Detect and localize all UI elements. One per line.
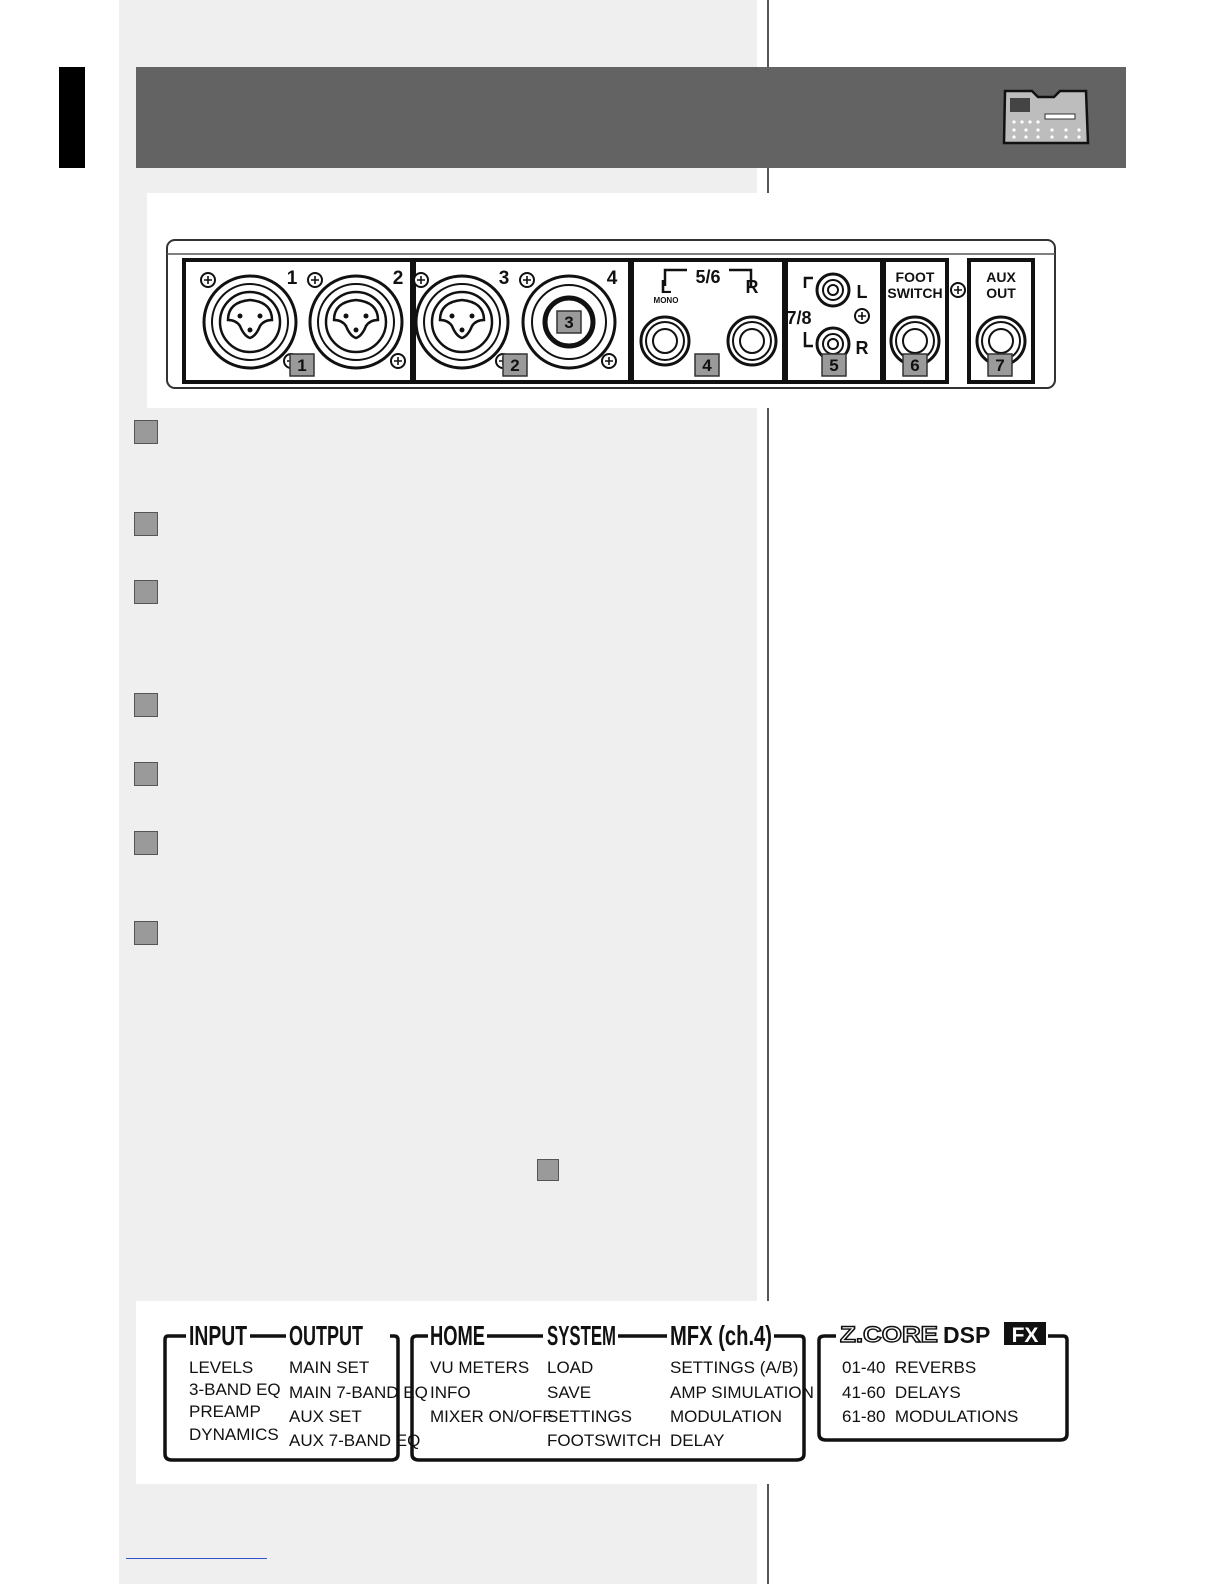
paragraph-marker-6 bbox=[134, 831, 158, 855]
paragraph-marker-2 bbox=[134, 512, 158, 536]
mixer-device-icon bbox=[1002, 88, 1090, 146]
menu-title-input: INPUT bbox=[189, 1320, 247, 1351]
foot-switch-label-line2: SWITCH bbox=[887, 285, 943, 301]
line-in-jack-left bbox=[641, 317, 689, 365]
xlr-combo-jack-1 bbox=[204, 276, 296, 368]
callout-3: 3 bbox=[564, 313, 574, 332]
paragraph-marker-4 bbox=[134, 693, 158, 717]
paragraph-marker-7 bbox=[134, 921, 158, 945]
rca-jack-left bbox=[817, 274, 849, 306]
paragraph-marker-5 bbox=[134, 762, 158, 786]
callout-5: 5 bbox=[829, 356, 839, 375]
system-item-load: LOAD bbox=[547, 1358, 594, 1377]
menu-title-system: SYSTEM bbox=[547, 1320, 616, 1351]
callout-6: 6 bbox=[910, 356, 920, 375]
section-header-bar bbox=[136, 67, 1126, 168]
xlr-combo-jack-3 bbox=[416, 276, 508, 368]
channel-number-3: 3 bbox=[498, 268, 510, 289]
system-item-settings: SETTINGS bbox=[547, 1407, 633, 1426]
rear-panel-diagram bbox=[165, 238, 1060, 393]
menu-map bbox=[160, 1314, 1075, 1474]
system-item-footswitch: FOOTSWITCH bbox=[547, 1431, 662, 1450]
output-item-main-set: MAIN SET bbox=[289, 1358, 370, 1377]
mfx-item-delay: DELAY bbox=[670, 1431, 725, 1450]
rca-left-label: L bbox=[856, 282, 868, 302]
home-item-mixer: MIXER ON/OFF bbox=[430, 1407, 553, 1426]
system-item-save: SAVE bbox=[547, 1383, 592, 1402]
menu-title-home: HOME bbox=[430, 1320, 485, 1351]
mfx-item-settings: SETTINGS (A/B) bbox=[670, 1358, 799, 1377]
home-item-info: INFO bbox=[430, 1383, 471, 1402]
footer-link-underline bbox=[126, 1558, 267, 1559]
line-in-mono-label: MONO bbox=[653, 296, 679, 305]
output-item-aux-set: AUX SET bbox=[289, 1407, 362, 1426]
callout-4: 4 bbox=[702, 356, 712, 375]
line-in-right-label: R bbox=[745, 277, 759, 297]
line-in-jack-right bbox=[728, 317, 776, 365]
paragraph-marker-3 bbox=[134, 580, 158, 604]
home-item-vu-meters: VU METERS bbox=[430, 1358, 530, 1377]
paragraph-marker-1 bbox=[134, 420, 158, 444]
channel-number-1: 1 bbox=[286, 268, 298, 289]
menu-title-output: OUTPUT bbox=[289, 1320, 363, 1351]
input-item-levels: LEVELS bbox=[189, 1358, 254, 1377]
aux-out-label-line2: OUT bbox=[986, 285, 1016, 301]
menu-title-mfx: MFX (ch.4) bbox=[670, 1320, 772, 1351]
input-item-dynamics: DYNAMICS bbox=[189, 1425, 279, 1444]
rca-right-label: R bbox=[855, 338, 869, 358]
foot-switch-label-line1: FOOT bbox=[895, 269, 935, 285]
input-item-eq: 3-BAND EQ bbox=[189, 1380, 281, 1399]
channel-number-4: 4 bbox=[606, 268, 618, 289]
dsp-item-reverbs: 01-40 REVERBS bbox=[842, 1358, 977, 1377]
dsp-brand-label: Z.CORE bbox=[840, 1322, 938, 1347]
rca-label: 7/8 bbox=[786, 308, 812, 328]
fx-label: FX bbox=[1011, 1324, 1039, 1347]
output-item-aux-eq: AUX 7-BAND EQ bbox=[289, 1431, 421, 1450]
callout-7: 7 bbox=[995, 356, 1005, 375]
inline-marker bbox=[537, 1159, 559, 1181]
line-in-left-label: L bbox=[660, 277, 672, 297]
mfx-item-modulation: MODULATION bbox=[670, 1407, 783, 1426]
channel-number-2: 2 bbox=[392, 268, 404, 289]
callout-2: 2 bbox=[510, 356, 520, 375]
mfx-item-amp: AMP SIMULATION bbox=[670, 1383, 814, 1402]
callout-1: 1 bbox=[297, 356, 307, 375]
dsp-item-modulations: 61-80 MODULATIONS bbox=[842, 1407, 1019, 1426]
line-in-label: 5/6 bbox=[695, 267, 721, 287]
dsp-label: DSP bbox=[943, 1322, 991, 1348]
aux-out-label-line1: AUX bbox=[986, 269, 1016, 285]
xlr-combo-jack-2 bbox=[310, 276, 402, 368]
input-item-preamp: PREAMP bbox=[189, 1402, 261, 1421]
dsp-item-delays: 41-60 DELAYS bbox=[842, 1383, 961, 1402]
output-item-main-eq: MAIN 7-BAND EQ bbox=[289, 1383, 428, 1402]
section-tab bbox=[59, 67, 85, 168]
